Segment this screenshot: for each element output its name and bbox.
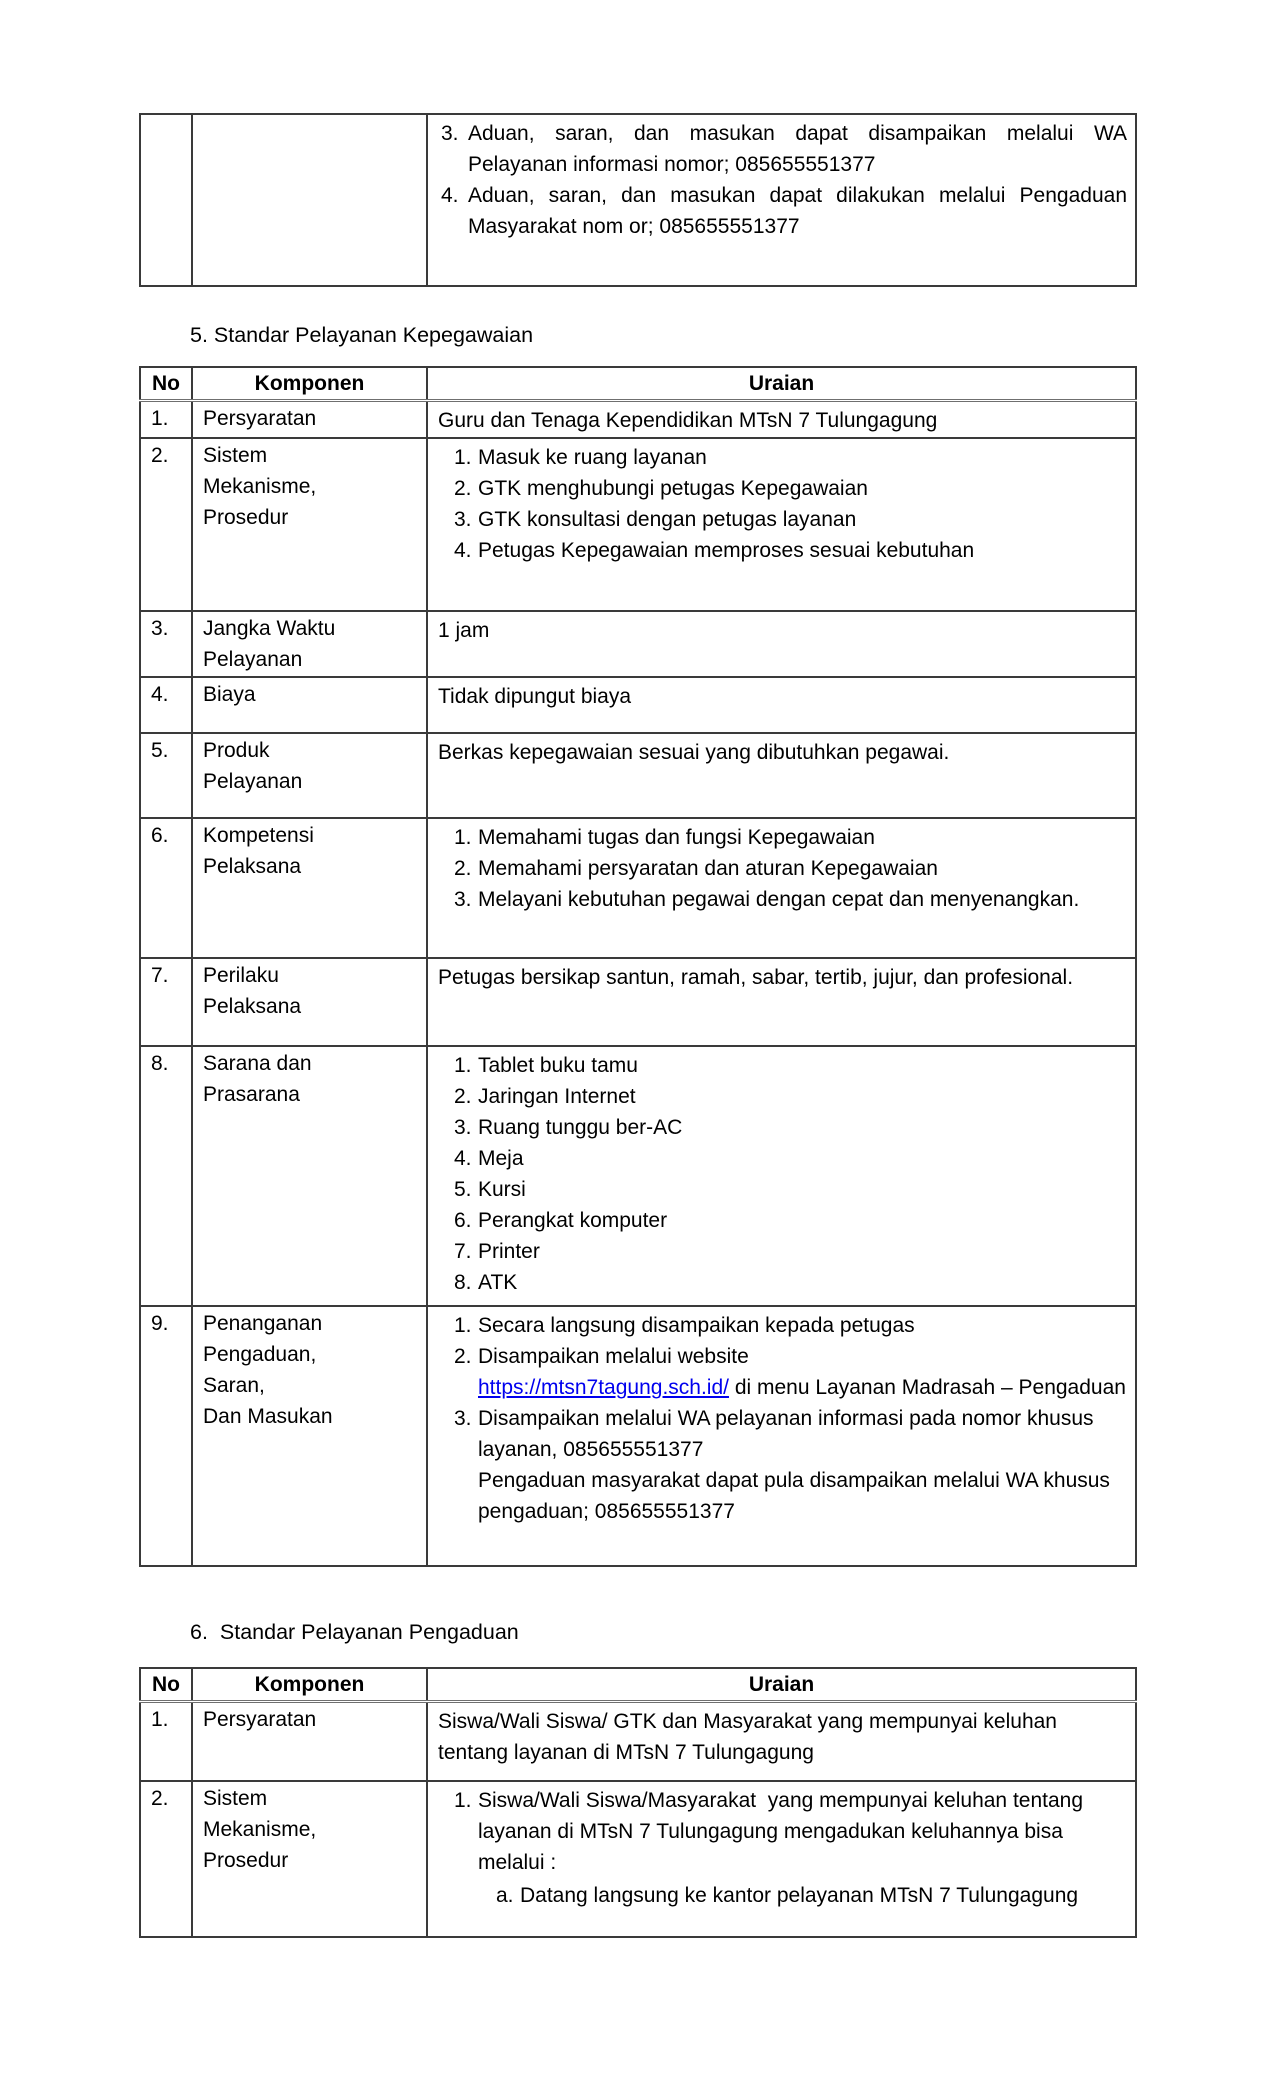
list-marker: 3.	[454, 508, 472, 531]
pengaduan-header-row	[140, 1668, 1136, 1702]
table-row	[140, 1046, 1136, 1306]
list-marker: 6.	[454, 1209, 472, 1232]
list-marker: 2.	[454, 1085, 472, 1108]
list-marker: 4.	[454, 539, 472, 562]
list-item-text	[478, 884, 1127, 915]
list-item-text	[478, 1050, 1127, 1081]
uraian-cell	[427, 401, 1136, 439]
komponen-cell: Kompetensi Pelaksana	[192, 818, 427, 958]
list-item-text	[520, 1880, 1127, 1911]
list-item-text	[478, 1174, 1127, 1205]
no-cell: 5.	[140, 733, 192, 818]
section5-heading: 5. Standar Pelayanan Kepegawaian	[190, 323, 534, 347]
list-item-text	[478, 1205, 1127, 1236]
text-run: GTK konsultasi dengan petugas layanan	[478, 508, 857, 531]
list-item	[438, 535, 1127, 566]
list-item	[438, 1174, 1127, 1205]
list-item-text	[478, 1267, 1127, 1298]
uraian-text: Siswa/Wali Siswa/ GTK dan Masyarakat yang mempunyai keluhan tentang layanan di MTsN 7 Tulungagung	[438, 1710, 1063, 1764]
text-run: Secara langsung disampaikan kepada petugas	[478, 1314, 915, 1337]
text-run: Printer	[478, 1240, 540, 1263]
text-run: Pengaduan masyarakat dapat pula disampaikan melalui WA khusus pengaduan; 085655551377	[478, 1469, 1116, 1523]
list-item	[438, 1267, 1127, 1298]
website-link[interactable]: https://mtsn7tagung.sch.id/	[478, 1376, 729, 1399]
list-marker: 2.	[454, 1345, 472, 1368]
list-item-text	[478, 535, 1127, 566]
list-item-text	[478, 1112, 1127, 1143]
list-item-text	[468, 118, 1133, 180]
table-row	[140, 114, 1136, 286]
list-marker: 2.	[454, 477, 472, 500]
no-cell: 8.	[140, 1046, 192, 1306]
uraian-text: Guru dan Tenaga Kependidikan MTsN 7 Tulungagung	[438, 409, 938, 432]
komponen-cell: Jangka Waktu Pelayanan	[192, 611, 427, 677]
list-item	[438, 118, 1133, 180]
table-row	[140, 733, 1136, 818]
numbered-list	[438, 1048, 1127, 1298]
text-run: Aduan, saran, dan masukan dapat disampaikan melalui WA Pelayanan informasi nomor; 085655551377	[468, 122, 1133, 176]
kepegawaian-table	[139, 366, 1137, 1567]
komponen-cell: Produk Pelayanan	[192, 733, 427, 818]
uraian-cell	[427, 1306, 1136, 1566]
list-item-text	[478, 822, 1127, 853]
list-item	[438, 884, 1127, 915]
continuation-table	[139, 113, 1137, 287]
no-cell	[140, 114, 192, 286]
uraian-cell	[427, 1781, 1136, 1937]
text-run: Memahami tugas dan fungsi Kepegawaian	[478, 826, 875, 849]
uraian-cell	[427, 677, 1136, 733]
list-item	[438, 822, 1127, 853]
komponen-cell: Persyaratan	[192, 401, 427, 439]
uraian-cell	[427, 1702, 1136, 1781]
list-item	[438, 1143, 1127, 1174]
table-row	[140, 611, 1136, 677]
header-uraian: Uraian	[427, 367, 1136, 401]
no-cell: 2.	[140, 1781, 192, 1937]
text-run: Kursi	[478, 1178, 526, 1201]
text-run: Masuk ke ruang layanan	[478, 446, 707, 469]
list-marker: 8.	[454, 1271, 472, 1294]
list-item	[438, 442, 1127, 473]
list-item	[438, 1310, 1127, 1341]
table-row	[140, 818, 1136, 958]
table-row	[140, 958, 1136, 1046]
komponen-cell: Perilaku Pelaksana	[192, 958, 427, 1046]
list-item	[438, 504, 1127, 535]
pengaduan-table	[139, 1667, 1137, 1938]
numbered-list	[438, 440, 1127, 566]
komponen-cell	[192, 114, 427, 286]
text-run: Ruang tunggu ber-AC	[478, 1116, 683, 1139]
header-no: No	[140, 1668, 192, 1702]
list-marker: 1.	[454, 1054, 472, 1077]
table-row	[140, 1702, 1136, 1781]
komponen-cell: Sarana dan Prasarana	[192, 1046, 427, 1306]
text-run: Tablet buku tamu	[478, 1054, 638, 1077]
komponen-cell: Biaya	[192, 677, 427, 733]
list-item-text	[478, 473, 1127, 504]
uraian-cell	[427, 611, 1136, 677]
table-row	[140, 438, 1136, 611]
uraian-text: Berkas kepegawaian sesuai yang dibutuhkan pegawai.	[438, 741, 950, 764]
list-item-text	[478, 442, 1127, 473]
list-item	[438, 1081, 1127, 1112]
numbered-list	[438, 116, 1133, 242]
list-item-text	[478, 1403, 1127, 1527]
numbered-list	[438, 1308, 1127, 1527]
uraian-cell	[427, 114, 1136, 286]
list-item	[438, 1341, 1127, 1403]
list-item-text	[478, 853, 1127, 884]
uraian-cell	[427, 1046, 1136, 1306]
table-row	[140, 401, 1136, 439]
list-marker: 1.	[454, 826, 472, 849]
numbered-list	[438, 1783, 1127, 1878]
header-uraian: Uraian	[427, 1668, 1136, 1702]
numbered-list	[438, 820, 1127, 915]
no-cell: 3.	[140, 611, 192, 677]
uraian-cell	[427, 818, 1136, 958]
text-run: Disampaikan melalui website	[478, 1345, 749, 1368]
text-run: Meja	[478, 1147, 524, 1170]
list-item-text	[478, 1341, 1127, 1403]
list-item	[438, 1236, 1127, 1267]
text-run: Melayani kebutuhan pegawai dengan cepat dan menyenangkan.	[478, 888, 1080, 911]
list-marker: 1.	[454, 1314, 472, 1337]
text-run: Jaringan Internet	[478, 1085, 636, 1108]
text-run: ATK	[478, 1271, 518, 1294]
text-run: Siswa/Wali Siswa/Masyarakat yang mempunyai keluhan tentang layanan di MTsN 7 Tulungagung mengadukan keluhannya bisa melalui :	[478, 1788, 1089, 1874]
list-item	[438, 180, 1133, 242]
text-run: GTK menghubungi petugas Kepegawaian	[478, 477, 868, 500]
komponen-cell: Penanganan Pengaduan, Saran, Dan Masukan	[192, 1306, 427, 1566]
list-marker: 3.	[454, 1407, 472, 1430]
no-cell: 4.	[140, 677, 192, 733]
text-run: di menu Layanan Madrasah – Pengaduan	[728, 1376, 1126, 1399]
list-item-text	[468, 180, 1133, 242]
list-marker: a.	[496, 1883, 514, 1907]
no-cell: 1.	[140, 1702, 192, 1781]
list-item-text	[478, 1236, 1127, 1267]
list-marker: 5.	[454, 1178, 472, 1201]
no-cell: 7.	[140, 958, 192, 1046]
text-run: Datang langsung ke kantor pelayanan MTsN 7 Tulungagung	[520, 1883, 1079, 1907]
uraian-cell	[427, 438, 1136, 611]
list-marker: 3.	[454, 1116, 472, 1139]
list-item	[438, 853, 1127, 884]
list-marker: 4.	[441, 184, 459, 207]
list-marker: 3.	[454, 888, 472, 911]
lettered-list	[480, 1878, 1127, 1911]
list-item-text	[478, 1310, 1127, 1341]
header-komponen: Komponen	[192, 367, 427, 401]
pengaduan-table-body	[140, 1702, 1136, 1937]
table-row	[140, 1306, 1136, 1566]
section6-heading: 6. Standar Pelayanan Pengaduan	[190, 1620, 519, 1644]
text-run: Perangkat komputer	[478, 1209, 668, 1232]
no-cell: 1.	[140, 401, 192, 439]
list-marker: 1.	[454, 446, 472, 469]
kepegawaian-table-body	[140, 401, 1136, 1567]
kepegawaian-header-row	[140, 367, 1136, 401]
list-item	[438, 1403, 1127, 1527]
list-item-text	[478, 1143, 1127, 1174]
no-cell: 6.	[140, 818, 192, 958]
list-item-text	[478, 1081, 1127, 1112]
list-item-text	[478, 504, 1127, 535]
list-item	[480, 1880, 1127, 1911]
list-marker: 1.	[454, 1788, 472, 1812]
list-item	[438, 1785, 1127, 1878]
text-run: Disampaikan melalui WA pelayanan informasi pada nomor khusus layanan, 085655551377	[478, 1407, 1100, 1461]
list-item	[438, 1205, 1127, 1236]
text-run: Petugas Kepegawaian memproses sesuai kebutuhan	[478, 539, 975, 562]
header-komponen: Komponen	[192, 1668, 427, 1702]
text-run: Aduan, saran, dan masukan dapat dilakukan melalui Pengaduan Masyarakat nom or; 085655551377	[468, 184, 1133, 238]
table-row	[140, 1781, 1136, 1937]
uraian-cell	[427, 733, 1136, 818]
uraian-text: Tidak dipungut biaya	[438, 685, 632, 708]
uraian-text: Petugas bersikap santun, ramah, sabar, tertib, jujur, dan profesional.	[438, 966, 1074, 989]
list-item-text	[478, 1785, 1127, 1878]
uraian-text: 1 jam	[438, 619, 490, 642]
continuation-table-body	[140, 114, 1136, 286]
komponen-cell: Sistem Mekanisme, Prosedur	[192, 1781, 427, 1937]
list-item	[438, 473, 1127, 504]
list-marker: 4.	[454, 1147, 472, 1170]
uraian-cell	[427, 958, 1136, 1046]
list-marker: 7.	[454, 1240, 472, 1263]
header-no: No	[140, 367, 192, 401]
list-item	[438, 1050, 1127, 1081]
komponen-cell: Persyaratan	[192, 1702, 427, 1781]
komponen-cell: Sistem Mekanisme, Prosedur	[192, 438, 427, 611]
list-item	[438, 1112, 1127, 1143]
table-row	[140, 677, 1136, 733]
list-marker: 3.	[441, 122, 459, 145]
list-marker: 2.	[454, 857, 472, 880]
no-cell: 9.	[140, 1306, 192, 1566]
no-cell: 2.	[140, 438, 192, 611]
text-run: Memahami persyaratan dan aturan Kepegawaian	[478, 857, 938, 880]
